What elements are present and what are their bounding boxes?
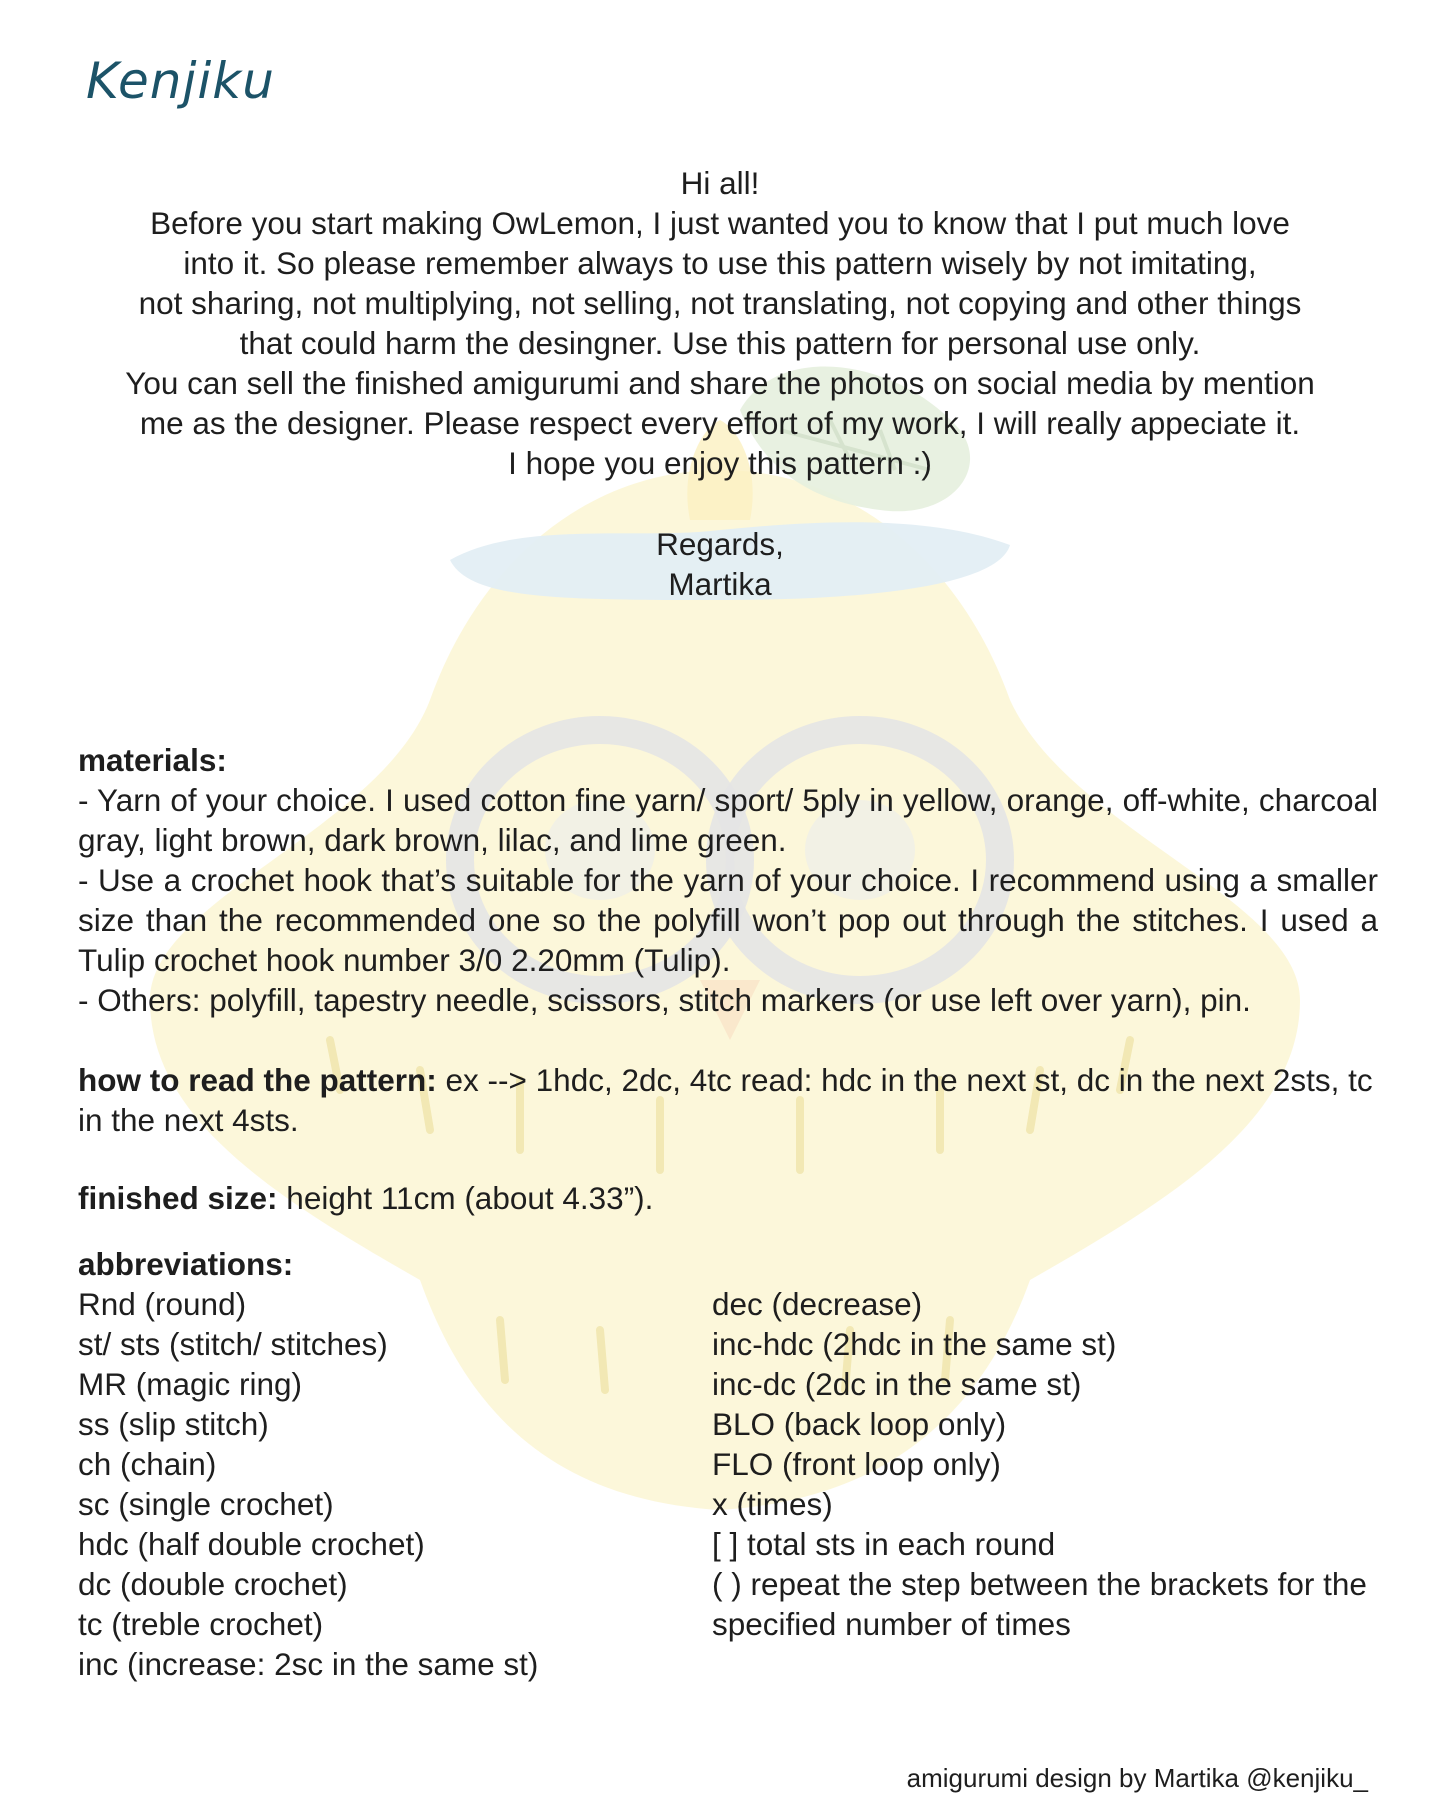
abbreviation-item: hdc (half double crochet) [78,1526,425,1562]
materials-item: - Yarn of your choice. I used cotton fine yarn/ sport/ 5ply in yellow, orange, off-white, charcoal gray, light brown, dark brown, lilac, and lime green. [78,782,1378,858]
finished-size-section [78,1178,1378,1218]
abbreviation-item: inc-dc (2dc in the same st) [712,1366,1082,1402]
materials-item: - Use a crochet hook that’s suitable for the yarn of your choice. I recommend using a smaller size than the recommended one so the polyfill won’t pop out through the stitches. I used a Tulip crochet hook number 3/0 2.20mm (Tulip). [78,862,1378,978]
abbreviation-item: sc (single crochet) [78,1486,334,1522]
abbreviations-left-column [78,1284,678,1684]
materials-item: - Others: polyfill, tapestry needle, scissors, stitch markers (or use left over yarn), pin. [78,982,1251,1018]
abbreviation-item: tc (treble crochet) [78,1606,324,1642]
finished-size-label: finished size: [78,1180,278,1216]
abbreviations-heading: abbreviations: [78,1246,294,1282]
intro-line: I hope you enjoy this pattern :) [508,445,932,481]
logo-wordmark: Kenjiku [86,52,275,110]
abbreviation-item: MR (magic ring) [78,1366,303,1402]
abbreviation-item: ( ) repeat the step between the brackets for the specified number of times [712,1566,1367,1642]
signoff [520,524,920,604]
abbreviation-item: [ ] total sts in each round [712,1526,1056,1562]
how-to-read-label: how to read the pattern: [78,1062,437,1098]
abbreviation-item: Rnd (round) [78,1286,247,1322]
abbreviation-item: inc-hdc (2hdc in the same st) [712,1326,1117,1362]
materials-heading: materials: [78,742,227,778]
regards-text: Regards, [656,526,784,562]
how-to-read-section [78,1060,1378,1140]
kenjiku-logo [82,46,275,136]
abbreviation-item: ss (slip stitch) [78,1406,269,1442]
materials-section [78,740,1378,1020]
how-to-read-paragraph [78,1060,1378,1140]
intro-message [80,163,1360,483]
abbreviation-item: ch (chain) [78,1446,217,1482]
abbreviation-item: dc (double crochet) [78,1566,348,1602]
intro-line: You can sell the finished amigurumi and share the photos on social media by mention [125,365,1315,401]
abbreviations-right-column [712,1284,1372,1644]
intro-line: that could harm the desingner. Use this pattern for personal use only. [239,325,1201,361]
designer-credit: amigurumi design by Martika @kenjiku_ [906,1763,1368,1793]
abbreviations-section [78,1244,1378,1284]
intro-line: Hi all! [680,165,760,201]
finished-size-paragraph [78,1178,1378,1218]
intro-line: into it. So please remember always to use this pattern wisely by not imitating, [183,245,1257,281]
abbreviation-item: BLO (back loop only) [712,1406,1007,1442]
intro-line: Before you start making OwLemon, I just wanted you to know that I put much love [150,205,1290,241]
abbreviation-item: FLO (front loop only) [712,1446,1001,1482]
abbreviation-item: x (times) [712,1486,833,1522]
signature-name: Martika [668,566,772,602]
how-to-read-text: ex --> 1hdc, 2dc, 4tc read: hdc in the next st, dc in the next 2sts, tc in the next 4sts. [78,1062,1373,1138]
abbreviation-item: st/ sts (stitch/ stitches) [78,1326,388,1362]
intro-line: me as the designer. Please respect every effort of my work, I will really appeciate it. [139,405,1301,441]
intro-line: not sharing, not multiplying, not selling, not translating, not copying and other things [138,285,1302,321]
abbreviation-item: inc (increase: 2sc in the same st) [78,1646,539,1682]
finished-size-text: height 11cm (about 4.33”). [277,1180,654,1216]
abbreviation-item: dec (decrease) [712,1286,923,1322]
